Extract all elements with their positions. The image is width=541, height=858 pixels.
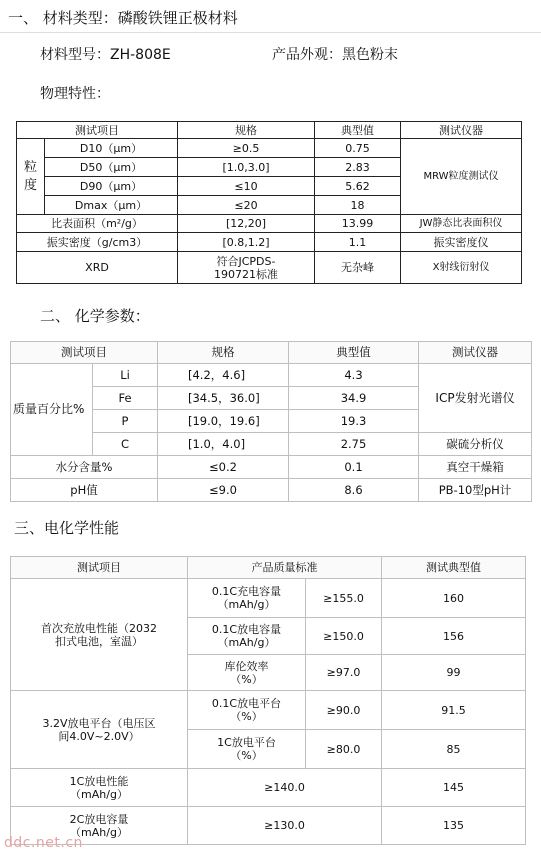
- section2-title: 二、 化学参数：: [40, 307, 150, 325]
- value-cell: 2.83: [315, 158, 401, 177]
- divider: [0, 32, 541, 33]
- value-cell: 5.62: [315, 177, 401, 196]
- element-cell: P: [93, 410, 158, 433]
- standard-cell: ≥150.0: [306, 618, 382, 655]
- table-row: [17, 252, 522, 284]
- chemical-parameters-table: [10, 341, 532, 502]
- spec-cell: [19.0，19.6]: [158, 410, 289, 433]
- spec-cell: [1.0，4.0]: [158, 433, 289, 456]
- table-header-row: [17, 122, 522, 139]
- table-row: [17, 233, 522, 252]
- standard-cell: ≥80.0: [306, 730, 382, 769]
- physical-properties-table: [16, 121, 522, 284]
- standard-cell: ≥97.0: [306, 655, 382, 691]
- mass-percent-label: 质量百分比%: [11, 364, 93, 456]
- element-cell: C: [93, 433, 158, 456]
- value-cell: 1.1: [315, 233, 401, 252]
- instrument-cell: JW静态比表面积仪: [401, 215, 522, 233]
- item-cell: D50（μm）: [45, 158, 178, 177]
- standard-cell: ≥90.0: [306, 691, 382, 730]
- value-cell: 无杂峰: [315, 252, 401, 284]
- value-cell: 99: [382, 655, 526, 691]
- carbon-instrument: 碳硫分析仪: [419, 433, 532, 456]
- value-cell: 2.75: [289, 433, 419, 456]
- table-row: [11, 579, 526, 618]
- instrument-cell: PB-10型pH计: [419, 479, 532, 502]
- header-cell: 测试仪器: [419, 342, 532, 364]
- instrument-cell: 真空干燥箱: [419, 456, 532, 479]
- metric-name: 2C放电容量（mAh/g）: [11, 807, 188, 845]
- value-cell: 135: [382, 807, 526, 845]
- element-cell: Fe: [93, 387, 158, 410]
- section3-title: 三、电化学性能: [14, 519, 120, 537]
- item-cell: 振实密度（g/cm3）: [17, 233, 178, 252]
- discharge-plateau-group-label: 3.2V放电平台（电压区间4.0V~2.0V）: [11, 691, 188, 769]
- item-cell: Dmax（μm）: [45, 196, 178, 215]
- metric-name: 0.1C放电容量（mAh/g）: [188, 618, 306, 655]
- metric-name: 1C放电性能（mAh/g）: [11, 769, 188, 807]
- spec-cell: [0.8,1.2]: [178, 233, 315, 252]
- spec-cell: 符合JCPDS-190721标准: [178, 252, 315, 284]
- header-cell: 测试典型值: [382, 557, 526, 579]
- icp-instrument: ICP发射光谱仪: [419, 364, 532, 433]
- value-cell: 145: [382, 769, 526, 807]
- metric-name: 0.1C放电平台（%）: [188, 691, 306, 730]
- value-cell: 0.75: [315, 139, 401, 158]
- spec-cell: [12,20]: [178, 215, 315, 233]
- header-cell: 典型值: [315, 122, 401, 139]
- value-cell: 91.5: [382, 691, 526, 730]
- header-cell: 规格: [158, 342, 289, 364]
- value-cell: 13.99: [315, 215, 401, 233]
- value-cell: 160: [382, 579, 526, 618]
- item-cell: D10（μm）: [45, 139, 178, 158]
- spec-cell: ≥0.5: [178, 139, 315, 158]
- header-cell: 典型值: [289, 342, 419, 364]
- table-row: [11, 769, 526, 807]
- value-cell: 19.3: [289, 410, 419, 433]
- physical-properties-title: 物理特性：: [40, 86, 110, 102]
- metric-name: 1C放电平台（%）: [188, 730, 306, 769]
- spec-cell: ≤0.2: [158, 456, 289, 479]
- value-cell: 8.6: [289, 479, 419, 502]
- standard-cell: ≥155.0: [306, 579, 382, 618]
- item-cell: XRD: [17, 252, 178, 284]
- value-cell: 85: [382, 730, 526, 769]
- spec-cell: [4.2，4.6]: [158, 364, 289, 387]
- material-model: 材料型号：ZH-808E: [40, 47, 171, 63]
- spec-cell: ≤20: [178, 196, 315, 215]
- header-cell: 测试项目: [11, 557, 188, 579]
- table-header-row: [11, 557, 526, 579]
- instrument-cell: X射线衍射仪: [401, 252, 522, 284]
- spec-cell: [34.5，36.0]: [158, 387, 289, 410]
- item-cell: pH值: [11, 479, 158, 502]
- header-cell: 规格: [178, 122, 315, 139]
- spec-cell: [1.0,3.0]: [178, 158, 315, 177]
- table-row: [11, 456, 532, 479]
- spec-cell: ≤10: [178, 177, 315, 196]
- instrument-cell: 振实密度仪: [401, 233, 522, 252]
- value-cell: 0.1: [289, 456, 419, 479]
- section1-title: 一、 材料类型：磷酸铁锂正极材料: [8, 9, 238, 27]
- header-cell: 测试仪器: [401, 122, 522, 139]
- value-cell: 4.3: [289, 364, 419, 387]
- granularity-label: 粒度: [17, 139, 45, 215]
- standard-cell: ≥130.0: [188, 807, 382, 845]
- metric-name: 库伦效率（%）: [188, 655, 306, 691]
- table-header-row: [11, 342, 532, 364]
- standard-cell: ≥140.0: [188, 769, 382, 807]
- table-row: [17, 139, 522, 158]
- electrochemical-table: [10, 556, 526, 845]
- product-appearance: 产品外观：黑色粉末: [272, 47, 398, 63]
- granularity-instrument: MRW粒度测试仪: [401, 139, 522, 215]
- item-cell: 水分含量%: [11, 456, 158, 479]
- table-row: [11, 479, 532, 502]
- first-charge-group-label: 首次充放电性能（2032扣式电池，室温）: [11, 579, 188, 691]
- table-row: [17, 215, 522, 233]
- header-cell: 测试项目: [17, 122, 178, 139]
- value-cell: 34.9: [289, 387, 419, 410]
- element-cell: Li: [93, 364, 158, 387]
- spec-cell: ≤9.0: [158, 479, 289, 502]
- metric-name: 0.1C充电容量（mAh/g）: [188, 579, 306, 618]
- item-cell: D90（μm）: [45, 177, 178, 196]
- table-row: [11, 364, 532, 387]
- item-cell: 比表面积（m²/g）: [17, 215, 178, 233]
- value-cell: 156: [382, 618, 526, 655]
- header-cell: 产品质量标准: [188, 557, 382, 579]
- value-cell: 18: [315, 196, 401, 215]
- watermark: ddc.net.cn: [4, 835, 83, 851]
- header-cell: 测试项目: [11, 342, 158, 364]
- table-row: [11, 807, 526, 845]
- table-row: [11, 691, 526, 730]
